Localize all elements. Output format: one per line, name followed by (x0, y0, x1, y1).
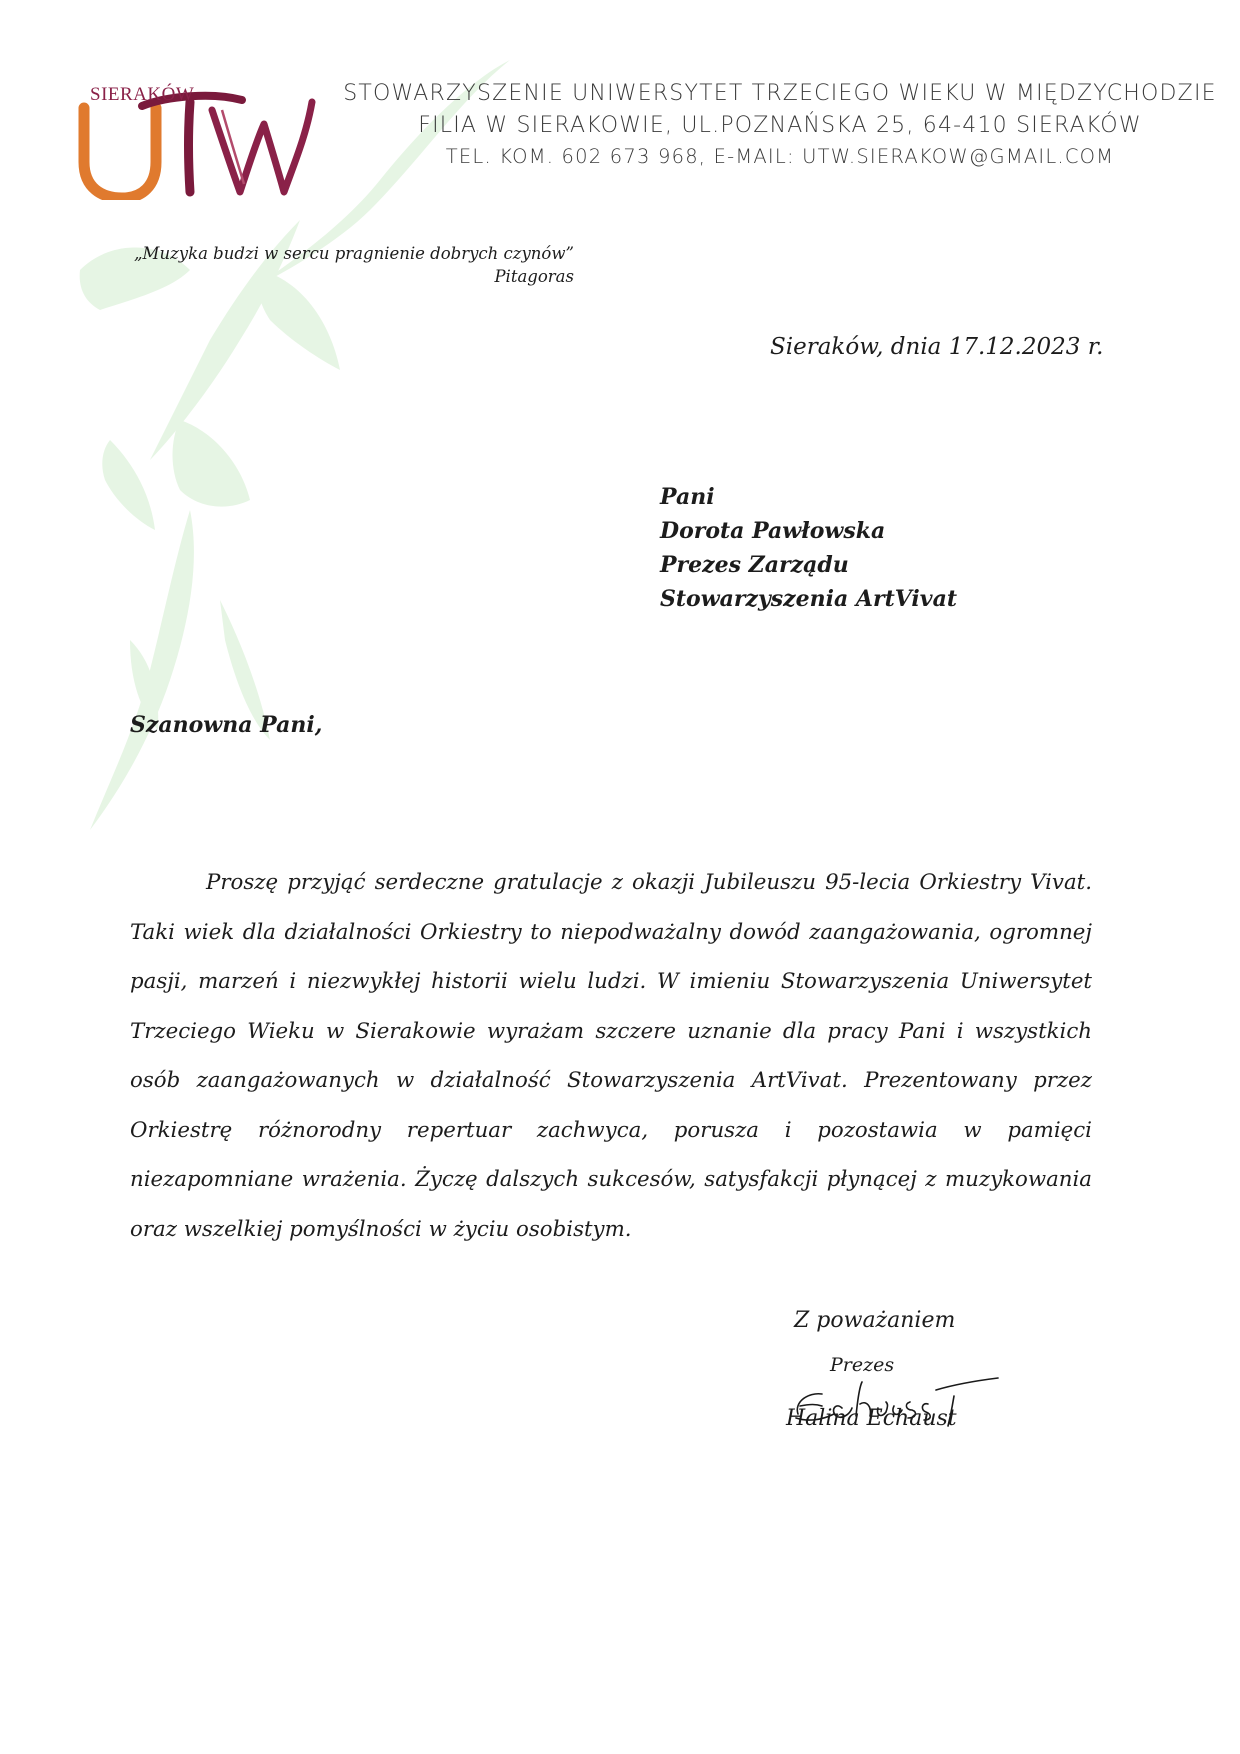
motto (134, 244, 574, 286)
letter-body-paragraph: Proszę przyjąć serdeczne gratulacje z okazji Jubileuszu 95-lecia Orkiestry Vivat. Taki wiek dla działalności Orkiestry to niepodważalny dowód zaangażowania, ogromnej pasji, marzeń i niezwykłej historii wielu ludzi. W imieniu Stowarzyszenia Uniwersytet Trzeciego Wieku w Sierakowie wyrażam szczere uznanie dla pracy Pani i wszystkich osób zaangażowanych w działalność Stowarzyszenia ArtVivat. Prezentowany przez Orkiestrę różnorodny repertuar zachwyca, porusza i pozostawia w pamięci niezapomniane wrażenia. Życzę dalszych sukcesów, satysfakcji płynącej z muzykowania oraz wszelkiej pomyślności w życiu osobistym. (130, 870, 1092, 1242)
closing: Z poważaniem (794, 1308, 956, 1333)
letterhead-organization: STOWARZYSZENIE UNIWERSYTET TRZECIEGO WIEKU W MIĘDZYCHODZIE (343, 81, 1217, 106)
letter-date: Sieraków, dnia 17.12.2023 r. (770, 334, 1104, 360)
motto-author: Pitagoras (494, 267, 574, 286)
signature-role: Prezes (830, 1354, 895, 1376)
letter-body (130, 858, 1092, 1254)
letterhead-address: FILIA W SIERAKOWIE, UL.POZNAŃSKA 25, 64-410 SIERAKÓW (418, 113, 1142, 138)
logo-town-name: SIERAKÓW (90, 84, 195, 105)
motto-quote: „Muzyka budzi w sercu pragnienie dobrych czynów” (134, 244, 574, 263)
recipient-name: Dorota Pawłowska (660, 518, 886, 544)
recipient-block (660, 480, 957, 616)
letterhead (340, 78, 1220, 172)
recipient-title: Pani (660, 484, 715, 510)
signatory-name: Halina Echaust (786, 1406, 957, 1431)
recipient-organization: Stowarzyszenia ArtVivat (660, 586, 957, 612)
letterhead-contact: TEL. KOM. 602 673 968, E-MAIL: UTW.SIERAKOW@GMAIL.COM (445, 145, 1115, 168)
recipient-position: Prezes Zarządu (660, 552, 849, 578)
utw-logo (72, 80, 322, 200)
salutation: Szanowna Pani, (130, 712, 323, 738)
